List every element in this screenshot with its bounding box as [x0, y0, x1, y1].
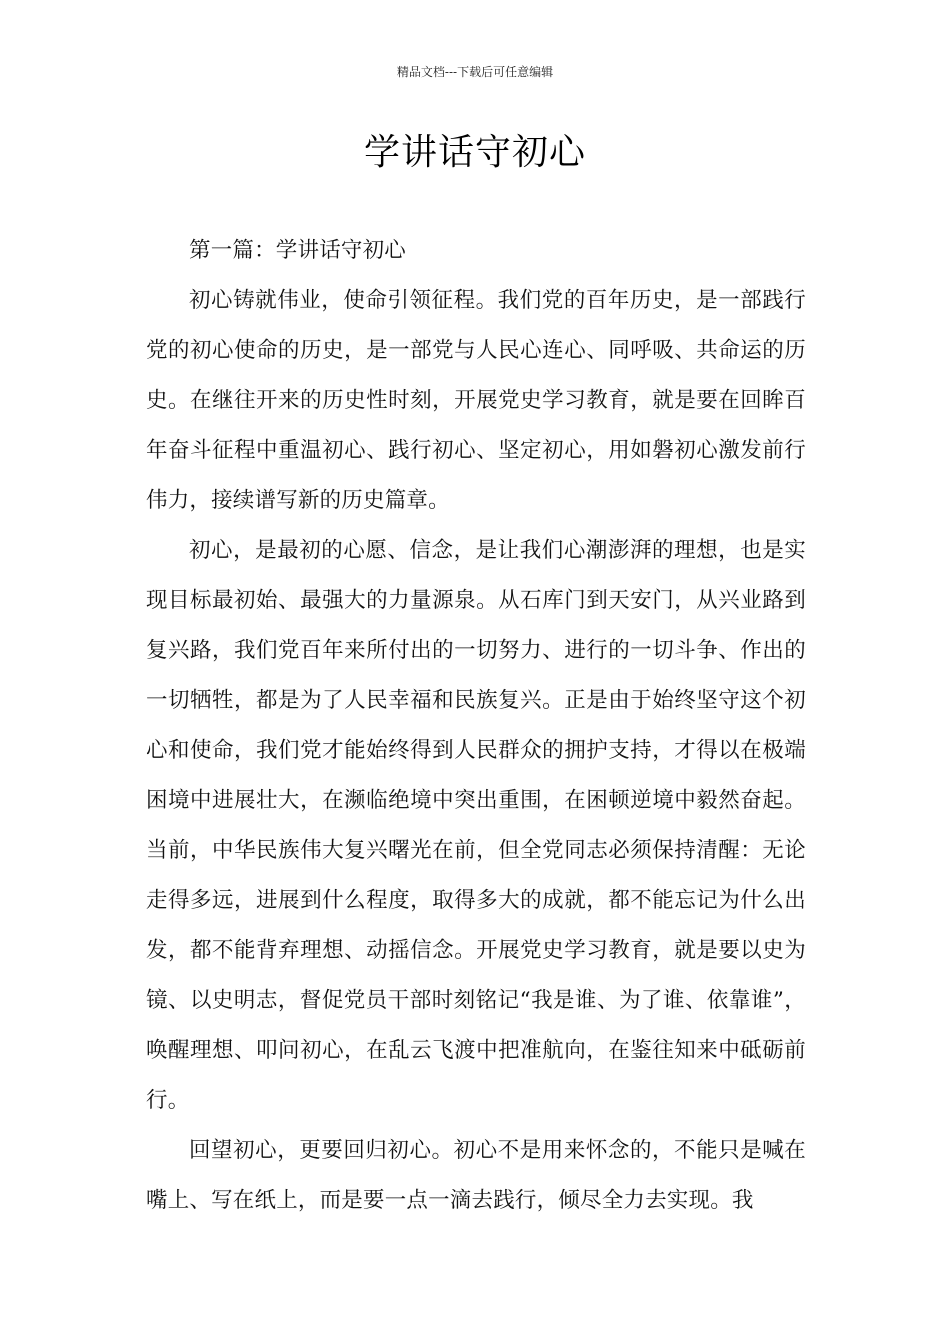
paragraph-3: 回望初心，更要回归初心。初心不是用来怀念的，不能只是喊在嘴上、写在纸上，而是要一点一滴去践行，倾尽全力去实现。我	[146, 1138, 806, 1213]
paragraph-2: 初心，是最初的心愿、信念，是让我们心潮澎湃的理想，也是实现目标最初始、最强大的力量源泉。从石库门到天安门，从兴业路到复兴路，我们党百年来所付出的一切努力、进行的一切斗争、作出的一切牺牲，都是为了人民幸福和民族复兴。正是由于始终坚守这个初心和使命，我们党才能始终得到人民群众的拥护支持，才得以在极端困境中进展壮大，在濒临绝境中突出重围，在困顿逆境中毅然奋起。当前，中华民族伟大复兴曙光在前，但全党同志必须保持清醒：无论走得多远，进展到什么程度，取得多大的成就，都不能忘记为什么出发，都不能背弃理想、动摇信念。开展党史学习教育，就是要以史为镜、以史明志，督促党员干部时刻铭记“我是谁、为了谁、依靠谁”，唤醒理想、叩问初心，在乱云飞渡中把准航向，在鉴往知来中砥砺前行。	[146, 538, 806, 1113]
document-body	[146, 226, 806, 1226]
paragraph-1: 初心铸就伟业，使命引领征程。我们党的百年历史，是一部践行党的初心使命的历史，是一部党与人民心连心、同呼吸、共命运的历史。在继往开来的历史性时刻，开展党史学习教育，就是要在回眸百年奋斗征程中重温初心、践行初心、坚定初心，用如磐初心激发前行伟力，接续谱写新的历史篇章。	[146, 288, 806, 513]
header-note: 精品文档---下载后可任意编辑	[396, 65, 554, 79]
document-title: 学讲话守初心	[363, 132, 586, 173]
section-heading: 第一篇：学讲话守初心	[189, 238, 407, 263]
